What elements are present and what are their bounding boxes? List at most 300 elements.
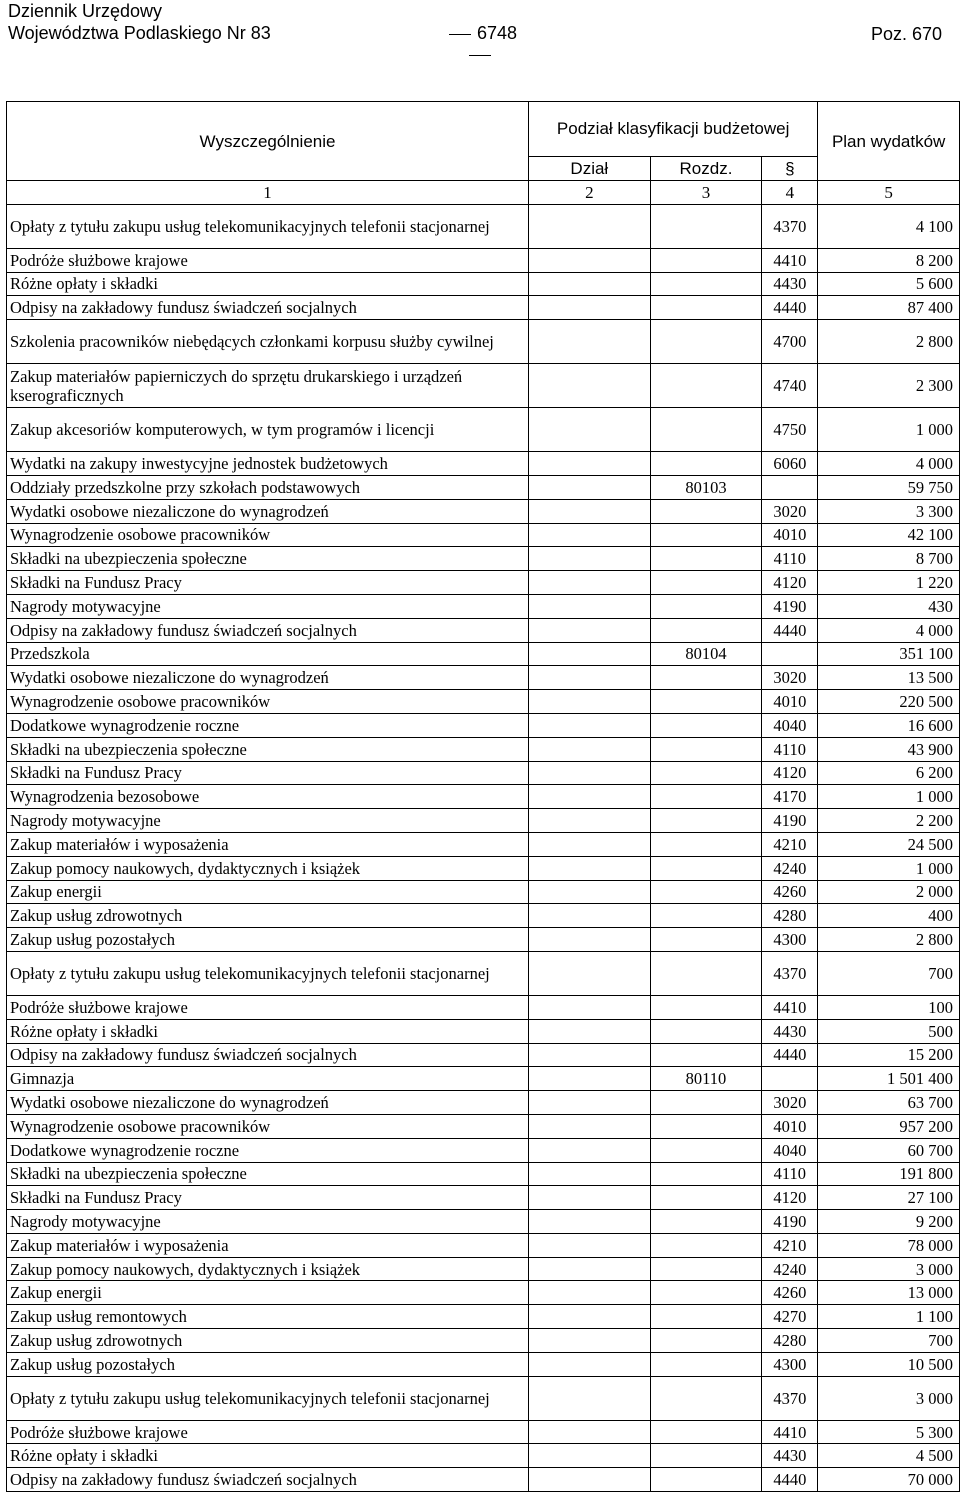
row-amount: 400 bbox=[818, 904, 960, 928]
row-dzial bbox=[529, 452, 651, 476]
table-row bbox=[7, 1091, 960, 1115]
row-description: Zakup pomocy naukowych, dydaktycznych i książek bbox=[7, 856, 529, 880]
journal-title: Dziennik Urzędowy bbox=[8, 1, 163, 21]
row-dzial bbox=[529, 737, 651, 761]
row-rozdz bbox=[650, 856, 762, 880]
table-row bbox=[7, 951, 960, 995]
page-header bbox=[0, 0, 960, 60]
row-dzial bbox=[529, 320, 651, 364]
row-paragraph: 4440 bbox=[762, 296, 818, 320]
row-amount: 42 100 bbox=[818, 523, 960, 547]
row-dzial bbox=[529, 1186, 651, 1210]
row-rozdz bbox=[650, 1468, 762, 1492]
row-description: Zakup usług remontowych bbox=[7, 1305, 529, 1329]
row-dzial bbox=[529, 1210, 651, 1234]
row-dzial bbox=[529, 1329, 651, 1353]
table-row bbox=[7, 1329, 960, 1353]
row-description: Podróże służbowe krajowe bbox=[7, 995, 529, 1019]
row-paragraph: 4040 bbox=[762, 1138, 818, 1162]
row-rozdz bbox=[650, 1329, 762, 1353]
row-dzial bbox=[529, 761, 651, 785]
row-dzial bbox=[529, 499, 651, 523]
row-description: Gimnazja bbox=[7, 1067, 529, 1091]
row-amount: 27 100 bbox=[818, 1186, 960, 1210]
table-row bbox=[7, 296, 960, 320]
row-paragraph bbox=[762, 1067, 818, 1091]
table-row bbox=[7, 523, 960, 547]
row-rozdz bbox=[650, 690, 762, 714]
row-description: Opłaty z tytułu zakupu usług telekomunikacyjnych telefonii stacjonarnej bbox=[7, 951, 529, 995]
row-paragraph: 3020 bbox=[762, 1091, 818, 1115]
row-description: Różne opłaty i składki bbox=[7, 272, 529, 296]
row-paragraph: 4280 bbox=[762, 904, 818, 928]
row-dzial bbox=[529, 642, 651, 666]
row-description: Dodatkowe wynagrodzenie roczne bbox=[7, 713, 529, 737]
row-rozdz bbox=[650, 499, 762, 523]
row-rozdz bbox=[650, 452, 762, 476]
table-row bbox=[7, 690, 960, 714]
table-row bbox=[7, 904, 960, 928]
row-description: Nagrody motywacyjne bbox=[7, 594, 529, 618]
table-row bbox=[7, 1162, 960, 1186]
row-dzial bbox=[529, 272, 651, 296]
row-description: Składki na ubezpieczenia społeczne bbox=[7, 737, 529, 761]
row-description: Wydatki osobowe niezaliczone do wynagrodzeń bbox=[7, 499, 529, 523]
table-row bbox=[7, 1376, 960, 1420]
table-row bbox=[7, 1210, 960, 1234]
row-dzial bbox=[529, 666, 651, 690]
row-paragraph: 4240 bbox=[762, 1257, 818, 1281]
row-amount: 63 700 bbox=[818, 1091, 960, 1115]
journal-subtitle: Województwa Podlaskiego Nr 83 bbox=[8, 23, 271, 43]
row-rozdz bbox=[650, 951, 762, 995]
table-row bbox=[7, 499, 960, 523]
header-dzial: Dział bbox=[529, 156, 651, 180]
row-description: Składki na Fundusz Pracy bbox=[7, 761, 529, 785]
row-description: Zakup usług zdrowotnych bbox=[7, 904, 529, 928]
row-dzial bbox=[529, 523, 651, 547]
row-description: Odpisy na zakładowy fundusz świadczeń socjalnych bbox=[7, 296, 529, 320]
table-row bbox=[7, 547, 960, 571]
row-dzial bbox=[529, 1019, 651, 1043]
row-rozdz bbox=[650, 832, 762, 856]
table-row bbox=[7, 1305, 960, 1329]
row-paragraph: 4280 bbox=[762, 1329, 818, 1353]
row-description: Wynagrodzenie osobowe pracowników bbox=[7, 690, 529, 714]
row-paragraph: 4260 bbox=[762, 1281, 818, 1305]
row-dzial bbox=[529, 1444, 651, 1468]
row-amount: 3 300 bbox=[818, 499, 960, 523]
row-paragraph: 4430 bbox=[762, 1019, 818, 1043]
row-paragraph: 4110 bbox=[762, 1162, 818, 1186]
row-amount: 2 000 bbox=[818, 880, 960, 904]
row-dzial bbox=[529, 951, 651, 995]
row-rozdz bbox=[650, 248, 762, 272]
table-row bbox=[7, 809, 960, 833]
row-amount: 6 200 bbox=[818, 761, 960, 785]
row-description: Zakup materiałów i wyposażenia bbox=[7, 1233, 529, 1257]
row-dzial bbox=[529, 364, 651, 408]
row-paragraph: 4700 bbox=[762, 320, 818, 364]
row-dzial bbox=[529, 1420, 651, 1444]
row-dzial bbox=[529, 1257, 651, 1281]
row-paragraph: 4260 bbox=[762, 880, 818, 904]
header-rozdz: Rozdz. bbox=[650, 156, 762, 180]
row-description: Wynagrodzenie osobowe pracowników bbox=[7, 1114, 529, 1138]
header-description: Wyszczególnienie bbox=[7, 102, 529, 181]
row-dzial bbox=[529, 1162, 651, 1186]
row-description: Składki na Fundusz Pracy bbox=[7, 571, 529, 595]
row-paragraph: 4190 bbox=[762, 809, 818, 833]
row-description: Zakup usług pozostałych bbox=[7, 928, 529, 952]
row-paragraph: 4430 bbox=[762, 272, 818, 296]
row-rozdz bbox=[650, 1186, 762, 1210]
row-description: Różne opłaty i składki bbox=[7, 1444, 529, 1468]
row-paragraph: 4170 bbox=[762, 785, 818, 809]
column-number-row bbox=[7, 181, 960, 205]
column-number: 3 bbox=[650, 181, 762, 205]
row-rozdz bbox=[650, 737, 762, 761]
row-amount: 24 500 bbox=[818, 832, 960, 856]
row-rozdz bbox=[650, 594, 762, 618]
row-dzial bbox=[529, 475, 651, 499]
row-rozdz bbox=[650, 571, 762, 595]
row-rozdz bbox=[650, 523, 762, 547]
row-dzial bbox=[529, 204, 651, 248]
row-paragraph: 4440 bbox=[762, 1043, 818, 1067]
row-dzial bbox=[529, 408, 651, 452]
table-row bbox=[7, 785, 960, 809]
row-dzial bbox=[529, 1376, 651, 1420]
row-dzial bbox=[529, 1281, 651, 1305]
table-row bbox=[7, 666, 960, 690]
row-description: Składki na Fundusz Pracy bbox=[7, 1186, 529, 1210]
row-amount: 1 000 bbox=[818, 408, 960, 452]
table-row bbox=[7, 928, 960, 952]
row-paragraph: 4410 bbox=[762, 995, 818, 1019]
header-classification: Podział klasyfikacji budżetowej bbox=[529, 102, 818, 157]
row-rozdz bbox=[650, 1352, 762, 1376]
table-row bbox=[7, 408, 960, 452]
header-row-1 bbox=[7, 102, 960, 157]
row-amount: 10 500 bbox=[818, 1352, 960, 1376]
row-description: Oddziały przedszkolne przy szkołach podstawowych bbox=[7, 475, 529, 499]
row-paragraph: 6060 bbox=[762, 452, 818, 476]
row-rozdz bbox=[650, 761, 762, 785]
row-description: Zakup materiałów i wyposażenia bbox=[7, 832, 529, 856]
row-paragraph: 4440 bbox=[762, 618, 818, 642]
column-number: 1 bbox=[7, 181, 529, 205]
row-rozdz bbox=[650, 1043, 762, 1067]
column-number: 2 bbox=[529, 181, 651, 205]
row-description: Wynagrodzenia bezosobowe bbox=[7, 785, 529, 809]
row-rozdz bbox=[650, 995, 762, 1019]
row-amount: 1 000 bbox=[818, 785, 960, 809]
row-dzial bbox=[529, 547, 651, 571]
row-amount: 191 800 bbox=[818, 1162, 960, 1186]
row-rozdz bbox=[650, 204, 762, 248]
row-rozdz bbox=[650, 666, 762, 690]
row-amount: 60 700 bbox=[818, 1138, 960, 1162]
row-rozdz bbox=[650, 320, 762, 364]
position-number: Poz. 670 bbox=[870, 24, 942, 44]
row-description: Podróże służbowe krajowe bbox=[7, 248, 529, 272]
page-number: 6748 bbox=[430, 23, 530, 65]
row-amount: 3 000 bbox=[818, 1257, 960, 1281]
row-paragraph: 4010 bbox=[762, 690, 818, 714]
row-description: Zakup usług zdrowotnych bbox=[7, 1329, 529, 1353]
row-paragraph: 4740 bbox=[762, 364, 818, 408]
row-dzial bbox=[529, 880, 651, 904]
row-amount: 13 000 bbox=[818, 1281, 960, 1305]
row-amount: 70 000 bbox=[818, 1468, 960, 1492]
row-dzial bbox=[529, 1468, 651, 1492]
row-rozdz bbox=[650, 880, 762, 904]
row-paragraph: 4210 bbox=[762, 832, 818, 856]
table-row bbox=[7, 642, 960, 666]
row-paragraph: 4370 bbox=[762, 204, 818, 248]
table-row bbox=[7, 1019, 960, 1043]
header-plan: Plan wydatków bbox=[818, 102, 960, 181]
row-rozdz bbox=[650, 1420, 762, 1444]
row-paragraph: 4210 bbox=[762, 1233, 818, 1257]
row-rozdz bbox=[650, 1281, 762, 1305]
row-description: Zakup energii bbox=[7, 880, 529, 904]
row-paragraph: 4370 bbox=[762, 1376, 818, 1420]
table-row bbox=[7, 1468, 960, 1492]
header-paragraph: § bbox=[762, 156, 818, 180]
row-description: Wydatki na zakupy inwestycyjne jednostek budżetowych bbox=[7, 452, 529, 476]
row-rozdz bbox=[650, 296, 762, 320]
column-number: 4 bbox=[762, 181, 818, 205]
row-amount: 5 300 bbox=[818, 1420, 960, 1444]
row-dzial bbox=[529, 904, 651, 928]
row-rozdz bbox=[650, 1305, 762, 1329]
table-row bbox=[7, 1281, 960, 1305]
row-amount: 2 800 bbox=[818, 928, 960, 952]
row-dzial bbox=[529, 713, 651, 737]
row-dzial bbox=[529, 1352, 651, 1376]
row-rozdz bbox=[650, 547, 762, 571]
row-rozdz bbox=[650, 1019, 762, 1043]
row-paragraph: 4120 bbox=[762, 571, 818, 595]
table-row bbox=[7, 618, 960, 642]
row-rozdz bbox=[650, 713, 762, 737]
table-row bbox=[7, 880, 960, 904]
row-paragraph: 3020 bbox=[762, 499, 818, 523]
table-row bbox=[7, 272, 960, 296]
row-dzial bbox=[529, 1091, 651, 1115]
row-description: Zakup materiałów papierniczych do sprzętu drukarskiego i urządzeń kserograficznych bbox=[7, 364, 529, 408]
row-amount: 2 800 bbox=[818, 320, 960, 364]
row-rozdz bbox=[650, 1138, 762, 1162]
row-description: Zakup usług pozostałych bbox=[7, 1352, 529, 1376]
row-paragraph: 3020 bbox=[762, 666, 818, 690]
table-row bbox=[7, 571, 960, 595]
row-paragraph: 4750 bbox=[762, 408, 818, 452]
row-description: Odpisy na zakładowy fundusz świadczeń socjalnych bbox=[7, 1043, 529, 1067]
row-paragraph bbox=[762, 642, 818, 666]
row-amount: 3 000 bbox=[818, 1376, 960, 1420]
row-description: Zakup pomocy naukowych, dydaktycznych i książek bbox=[7, 1257, 529, 1281]
row-paragraph: 4040 bbox=[762, 713, 818, 737]
row-description: Składki na ubezpieczenia społeczne bbox=[7, 547, 529, 571]
row-amount: 8 700 bbox=[818, 547, 960, 571]
table-row bbox=[7, 594, 960, 618]
row-description: Wydatki osobowe niezaliczone do wynagrodzeń bbox=[7, 666, 529, 690]
row-description: Opłaty z tytułu zakupu usług telekomunikacyjnych telefonii stacjonarnej bbox=[7, 204, 529, 248]
row-dzial bbox=[529, 785, 651, 809]
table-row bbox=[7, 1138, 960, 1162]
row-dzial bbox=[529, 1233, 651, 1257]
row-amount: 100 bbox=[818, 995, 960, 1019]
row-rozdz bbox=[650, 364, 762, 408]
table-row bbox=[7, 248, 960, 272]
row-amount: 1 100 bbox=[818, 1305, 960, 1329]
row-amount: 8 200 bbox=[818, 248, 960, 272]
table-row bbox=[7, 1420, 960, 1444]
row-rozdz: 80104 bbox=[650, 642, 762, 666]
row-paragraph: 4270 bbox=[762, 1305, 818, 1329]
row-dzial bbox=[529, 1067, 651, 1091]
row-dzial bbox=[529, 1305, 651, 1329]
row-paragraph: 4120 bbox=[762, 1186, 818, 1210]
row-amount: 500 bbox=[818, 1019, 960, 1043]
row-paragraph: 4430 bbox=[762, 1444, 818, 1468]
table-row bbox=[7, 856, 960, 880]
row-amount: 351 100 bbox=[818, 642, 960, 666]
budget-table bbox=[6, 101, 960, 1492]
row-paragraph: 4110 bbox=[762, 737, 818, 761]
row-amount: 4 100 bbox=[818, 204, 960, 248]
row-amount: 13 500 bbox=[818, 666, 960, 690]
row-paragraph: 4190 bbox=[762, 594, 818, 618]
row-paragraph: 4410 bbox=[762, 248, 818, 272]
row-amount: 700 bbox=[818, 951, 960, 995]
row-paragraph: 4010 bbox=[762, 1114, 818, 1138]
row-paragraph bbox=[762, 475, 818, 499]
row-amount: 5 600 bbox=[818, 272, 960, 296]
table-row bbox=[7, 1114, 960, 1138]
table-row bbox=[7, 1233, 960, 1257]
row-amount: 430 bbox=[818, 594, 960, 618]
row-paragraph: 4300 bbox=[762, 1352, 818, 1376]
row-amount: 15 200 bbox=[818, 1043, 960, 1067]
row-amount: 16 600 bbox=[818, 713, 960, 737]
row-dzial bbox=[529, 1043, 651, 1067]
row-dzial bbox=[529, 248, 651, 272]
table-row bbox=[7, 452, 960, 476]
row-amount: 700 bbox=[818, 1329, 960, 1353]
row-rozdz bbox=[650, 785, 762, 809]
table-row bbox=[7, 204, 960, 248]
row-rozdz bbox=[650, 1444, 762, 1468]
row-dzial bbox=[529, 832, 651, 856]
row-amount: 2 200 bbox=[818, 809, 960, 833]
row-amount: 9 200 bbox=[818, 1210, 960, 1234]
row-rozdz bbox=[650, 1114, 762, 1138]
row-rozdz bbox=[650, 1376, 762, 1420]
row-rozdz bbox=[650, 272, 762, 296]
row-dzial bbox=[529, 928, 651, 952]
column-number: 5 bbox=[818, 181, 960, 205]
row-paragraph: 4440 bbox=[762, 1468, 818, 1492]
row-description: Odpisy na zakładowy fundusz świadczeń socjalnych bbox=[7, 618, 529, 642]
row-amount: 957 200 bbox=[818, 1114, 960, 1138]
row-amount: 1 501 400 bbox=[818, 1067, 960, 1091]
table-row bbox=[7, 1352, 960, 1376]
row-paragraph: 4110 bbox=[762, 547, 818, 571]
table-row bbox=[7, 832, 960, 856]
table-row bbox=[7, 1067, 960, 1091]
row-amount: 1 000 bbox=[818, 856, 960, 880]
row-paragraph: 4370 bbox=[762, 951, 818, 995]
row-dzial bbox=[529, 618, 651, 642]
row-dzial bbox=[529, 995, 651, 1019]
row-description: Dodatkowe wynagrodzenie roczne bbox=[7, 1138, 529, 1162]
row-description: Różne opłaty i składki bbox=[7, 1019, 529, 1043]
row-paragraph: 4190 bbox=[762, 1210, 818, 1234]
row-description: Szkolenia pracowników niebędących członkami korpusu służby cywilnej bbox=[7, 320, 529, 364]
row-amount: 87 400 bbox=[818, 296, 960, 320]
row-amount: 78 000 bbox=[818, 1233, 960, 1257]
row-rozdz bbox=[650, 928, 762, 952]
row-paragraph: 4010 bbox=[762, 523, 818, 547]
row-amount: 2 300 bbox=[818, 364, 960, 408]
row-amount: 59 750 bbox=[818, 475, 960, 499]
row-description: Opłaty z tytułu zakupu usług telekomunikacyjnych telefonii stacjonarnej bbox=[7, 1376, 529, 1420]
table-row bbox=[7, 475, 960, 499]
row-rozdz bbox=[650, 1257, 762, 1281]
row-rozdz: 80110 bbox=[650, 1067, 762, 1091]
row-dzial bbox=[529, 1138, 651, 1162]
row-description: Zakup energii bbox=[7, 1281, 529, 1305]
row-amount: 4 500 bbox=[818, 1444, 960, 1468]
row-rozdz bbox=[650, 1162, 762, 1186]
row-description: Zakup akcesoriów komputerowych, w tym programów i licencji bbox=[7, 408, 529, 452]
row-dzial bbox=[529, 690, 651, 714]
table-row bbox=[7, 1257, 960, 1281]
row-description: Przedszkola bbox=[7, 642, 529, 666]
row-rozdz: 80103 bbox=[650, 475, 762, 499]
row-dzial bbox=[529, 594, 651, 618]
row-dzial bbox=[529, 1114, 651, 1138]
table-row bbox=[7, 995, 960, 1019]
table-row bbox=[7, 320, 960, 364]
table-row bbox=[7, 1186, 960, 1210]
table-row bbox=[7, 761, 960, 785]
row-description: Odpisy na zakładowy fundusz świadczeń socjalnych bbox=[7, 1468, 529, 1492]
row-dzial bbox=[529, 296, 651, 320]
row-rozdz bbox=[650, 618, 762, 642]
row-rozdz bbox=[650, 809, 762, 833]
row-description: Nagrody motywacyjne bbox=[7, 1210, 529, 1234]
row-rozdz bbox=[650, 1233, 762, 1257]
row-amount: 43 900 bbox=[818, 737, 960, 761]
table-row bbox=[7, 364, 960, 408]
table-row bbox=[7, 713, 960, 737]
row-description: Podróże służbowe krajowe bbox=[7, 1420, 529, 1444]
row-paragraph: 4240 bbox=[762, 856, 818, 880]
row-rozdz bbox=[650, 1210, 762, 1234]
row-paragraph: 4410 bbox=[762, 1420, 818, 1444]
row-dzial bbox=[529, 809, 651, 833]
row-amount: 1 220 bbox=[818, 571, 960, 595]
row-dzial bbox=[529, 856, 651, 880]
table-row bbox=[7, 1043, 960, 1067]
row-rozdz bbox=[650, 408, 762, 452]
row-rozdz bbox=[650, 904, 762, 928]
